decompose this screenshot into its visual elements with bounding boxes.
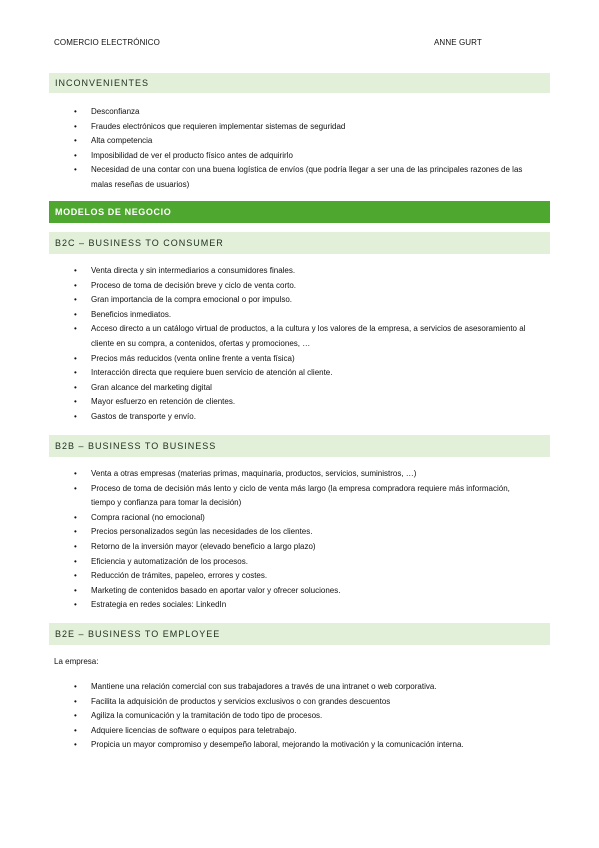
list-item: • Beneficios inmediatos. xyxy=(0,308,599,323)
list-item: • Propicia un mayor compromiso y desempeño laboral, mejorando la motivación y la comunicación interna. xyxy=(0,738,599,753)
list-item: • Facilita la adquisición de productos y servicios exclusivos o con grandes descuentos xyxy=(0,695,599,710)
b2e-intro: La empresa: xyxy=(54,657,99,666)
list-inconvenientes xyxy=(0,105,599,193)
list-item: • Mantiene una relación comercial con sus trabajadores a través de una intranet o web corporativa. xyxy=(0,680,599,695)
list-item: • Reducción de trámites, papeleo, errores y costes. xyxy=(0,569,599,584)
list-item: • Proceso de toma de decisión más lento y ciclo de venta más largo (la empresa compradora requiere más información, tiempo y confianza para tomar la decisión) xyxy=(74,483,510,508)
list-item: • Eficiencia y automatización de los procesos. xyxy=(0,555,599,570)
heading-b2b: B2B – BUSINESS TO BUSINESS xyxy=(49,435,550,457)
heading-b2e: B2E – BUSINESS TO EMPLOYEE xyxy=(49,623,550,645)
list-item: • Compra racional (no emocional) xyxy=(0,511,599,526)
bullet-icon: • xyxy=(74,107,77,116)
list-item: • Venta a otras empresas (materias primas, maquinaria, productos, servicios, suministros, …) xyxy=(0,467,599,482)
list-item: • Precios personalizados según las necesidades de los clientes. xyxy=(0,525,599,540)
bullet-icon: • xyxy=(74,121,77,131)
bullet-icon: • xyxy=(74,382,77,392)
header-author: ANNE GURT xyxy=(434,38,482,47)
list-item: • Necesidad de una contar con una buena logística de envíos (que podría llegar a ser una de las principales razones de las malas reseñas de usuarios) xyxy=(74,165,523,189)
bullet-icon: • xyxy=(74,136,77,146)
bullet-icon: • xyxy=(74,571,77,581)
list-item: • Gastos de transporte y envío. xyxy=(0,410,599,425)
bullet-icon: • xyxy=(74,541,77,551)
list-item: • Alta competencia xyxy=(0,134,599,149)
list-item: • Gran alcance del marketing digital xyxy=(0,381,599,396)
list-item: • Venta directa y sin intermediarios a consumidores finales. xyxy=(0,264,599,279)
bullet-icon: • xyxy=(74,682,77,691)
bullet-icon: • xyxy=(74,469,77,478)
list-item: • Agiliza la comunicación y la tramitación de todo tipo de procesos. xyxy=(0,709,599,724)
list-item: • Interacción directa que requiere buen servicio de atención al cliente. xyxy=(0,366,599,381)
list-item: • Retorno de la inversión mayor (elevado beneficio a largo plazo) xyxy=(0,540,599,555)
list-item: • Estrategia en redes sociales: LinkedIn xyxy=(0,598,599,613)
bullet-icon: • xyxy=(74,483,77,493)
bullet-icon: • xyxy=(74,150,77,160)
bullet-icon: • xyxy=(74,556,77,566)
list-item: • Proceso de toma de decisión breve y ciclo de venta corto. xyxy=(0,279,599,294)
bullet-icon: • xyxy=(74,411,77,421)
bullet-icon: • xyxy=(74,353,77,363)
heading-inconvenientes: INCONVENIENTES xyxy=(49,73,550,93)
list-item: • Mayor esfuerzo en retención de clientes. xyxy=(0,395,599,410)
bullet-icon: • xyxy=(74,711,77,721)
header-title: COMERCIO ELECTRÓNICO xyxy=(54,38,161,47)
bullet-icon: • xyxy=(74,600,77,610)
list-item: • Marketing de contenidos basado en aportar valor y ofrecer soluciones. xyxy=(0,584,599,599)
list-item: • Imposibilidad de ver el producto físico antes de adquirirlo xyxy=(0,149,599,164)
bullet-icon: • xyxy=(74,527,77,537)
heading-modelos-de-negocio: MODELOS DE NEGOCIO xyxy=(49,201,550,223)
bullet-icon: • xyxy=(74,725,77,735)
list-b2e xyxy=(0,680,599,753)
list-item: • Desconfianza xyxy=(0,105,599,120)
list-item: • Fraudes electrónicos que requieren implementar sistemas de seguridad xyxy=(0,120,599,135)
bullet-icon: • xyxy=(74,397,77,407)
list-b2b xyxy=(0,467,599,613)
bullet-icon: • xyxy=(74,280,77,290)
bullet-icon: • xyxy=(74,309,77,319)
bullet-icon: • xyxy=(74,368,77,378)
bullet-icon: • xyxy=(74,585,77,595)
bullet-icon: • xyxy=(74,165,77,175)
bullet-icon: • xyxy=(74,324,77,334)
bullet-icon: • xyxy=(74,740,77,750)
list-item: • Acceso directo a un catálogo virtual de productos, a la cultura y los valores de la empresa, a servicios de asesoramiento al cliente en su compra, a contenidos, ofertas y promociones, … xyxy=(74,324,526,348)
bullet-icon: • xyxy=(74,512,77,522)
bullet-icon: • xyxy=(74,696,77,706)
list-item: • Adquiere licencias de software o equipos para teletrabajo. xyxy=(0,724,599,739)
heading-b2c: B2C – BUSINESS TO CONSUMER xyxy=(49,232,550,254)
bullet-icon: • xyxy=(74,266,77,275)
list-item: • Gran importancia de la compra emocional o por impulso. xyxy=(0,293,599,308)
bullet-icon: • xyxy=(74,295,77,305)
list-item: • Precios más reducidos (venta online frente a venta física) xyxy=(0,352,599,367)
list-b2c xyxy=(0,264,599,425)
